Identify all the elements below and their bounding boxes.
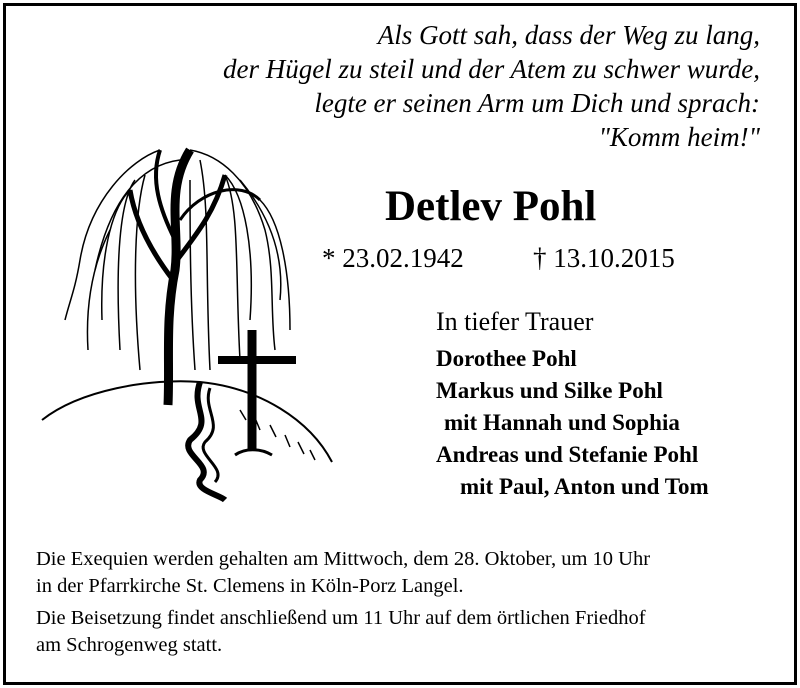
weeping-willow-cross-illustration [40,120,350,510]
mourner-name: Dorothee Pohl [436,346,577,371]
mourner-name: mit Paul, Anton und Tom [460,474,709,499]
poem-line: legte er seinen Arm um Dich und sprach: [314,88,760,118]
exequien-paragraph [36,546,766,600]
burial-line: Die Beisetzung findet anschließend um 11 Uhr auf dem örtlichen Friedhof [36,607,646,629]
death-date: † 13.10.2015 [533,243,675,273]
deceased-name: Detlev Pohl [385,183,597,230]
poem-line: "Komm heim!" [598,122,760,152]
mourner-name: mit Hannah und Sophia [444,410,680,435]
burial-paragraph [36,605,766,659]
poem-line: Als Gott sah, dass der Weg zu lang, [377,20,760,50]
burial-line: am Schrogenweg statt. [36,634,223,656]
mourners-list [436,343,709,503]
mourning-heading: In tiefer Trauer [436,307,594,336]
mourner-name: Andreas und Stefanie Pohl [436,442,699,467]
service-information [36,546,766,664]
exequien-line: in der Pfarrkirche St. Clemens in Köln-Porz Langel. [36,575,464,597]
mourner-name: Markus und Silke Pohl [436,378,663,403]
birth-date: * 23.02.1942 [322,243,464,273]
poem-line: der Hügel zu steil und der Atem zu schwer wurde, [223,54,760,84]
exequien-line: Die Exequien werden gehalten am Mittwoch, dem 28. Oktober, um 10 Uhr [36,548,651,570]
